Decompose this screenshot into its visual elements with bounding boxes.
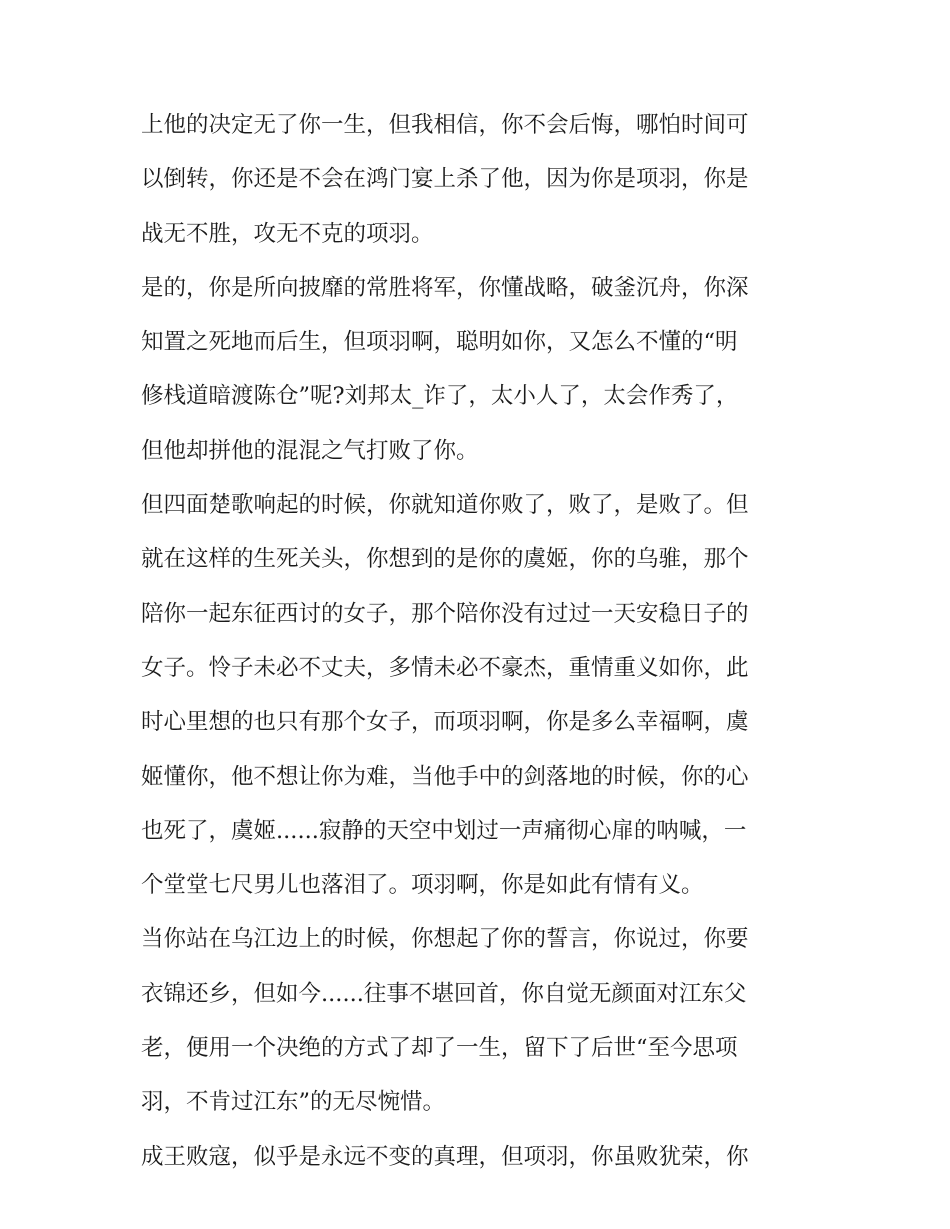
text-line: 但四面楚歌响起的时候，你就知道你败了，败了，是败了。但 [141, 492, 749, 519]
text-line: 战无不胜，攻无不克的项羽。 [141, 220, 434, 247]
text-line: 姬懂你，他不想让你为难，当他手中的剑落地的时候，你的心 [141, 763, 749, 790]
text-line: 知置之死地而后生，但项羽啊，聪明如你，又怎么不懂的“明 [141, 329, 738, 356]
text-line: 但他却拼他的混混之气打败了你。 [141, 437, 479, 464]
text-line: 就在这样的生死关头，你想到的是你的虞姬，你的乌骓，那个 [141, 546, 749, 573]
text-line: 是的，你是所向披靡的常胜将军，你懂战略，破釜沉舟，你深 [141, 274, 749, 301]
text-line: 陪你一起东征西讨的女子，那个陪你没有过过一天安稳日子的 [141, 600, 749, 627]
text-line: 时心里想的也只有那个女子，而项羽啊，你是多么幸福啊，虞 [141, 709, 749, 736]
text-line: 修栈道暗渡陈仓”呢?刘邦太_诈了，太小人了，太会作秀了， [141, 383, 739, 410]
text-line: 老，便用一个决绝的方式了却了一生，留下了后世“至今思项 [141, 1035, 738, 1062]
text-line: 上他的决定无了你一生，但我相信，你不会后悔，哪怕时间可 [141, 112, 749, 138]
text-line: 个堂堂七尺男儿也落泪了。项羽啊，你是如此有情有义。 [141, 872, 704, 899]
text-line: 羽，不肯过江东”的无尽惋惜。 [141, 1089, 446, 1116]
body-text [141, 98, 813, 1184]
text-line: 以倒转，你还是不会在鸿门宴上杀了他，因为你是项羽，你是 [141, 166, 749, 193]
text-line: 当你站在乌江边上的时候，你想起了你的誓言，你说过，你要 [141, 926, 749, 953]
text-line: 成王败寇，似乎是永远不变的真理，但项羽，你虽败犹荣，你 [141, 1143, 749, 1170]
text-line: 衣锦还乡，但如今......往事不堪回首，你自觉无颜面对江东父 [141, 980, 747, 1007]
text-line: 女子。怜子未必不丈夫，多情未必不豪杰，重情重义如你，此 [141, 654, 749, 681]
text-line: 也死了，虞姬......寂静的天空中划过一声痛彻心扉的呐喊，一 [141, 817, 747, 844]
